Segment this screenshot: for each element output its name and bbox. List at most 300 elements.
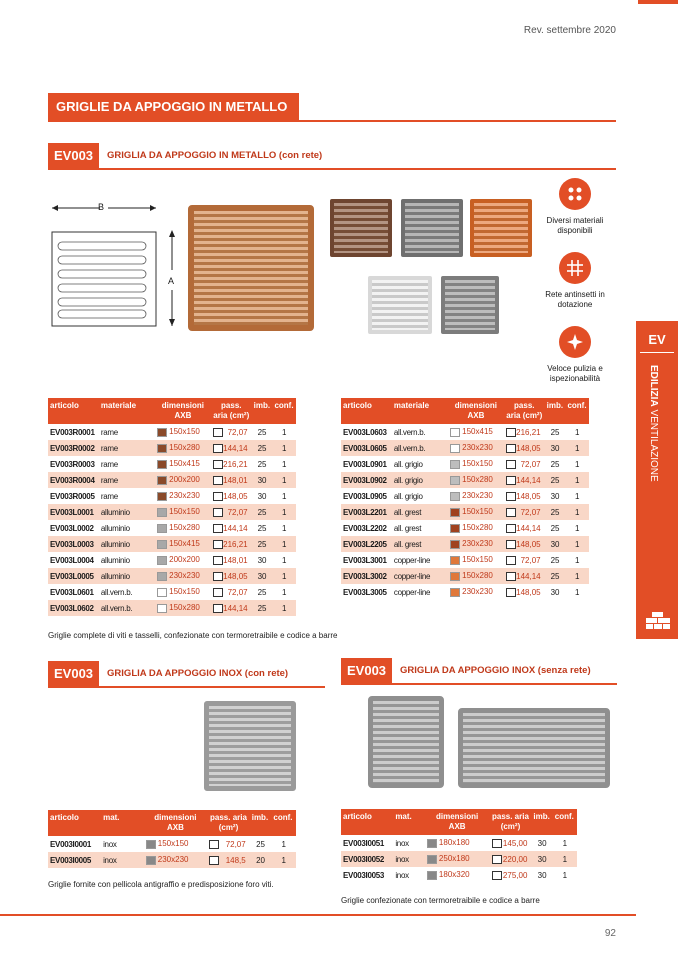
row-airflow xyxy=(211,472,252,488)
row-box-qty: 1 xyxy=(574,587,580,597)
row-dimensions xyxy=(448,440,504,456)
row-packaging: 25 xyxy=(252,440,273,456)
material-swatch xyxy=(450,524,460,533)
row-airflow xyxy=(207,836,249,852)
row-dimensions xyxy=(155,536,211,552)
table-row xyxy=(48,536,296,552)
col-conf: conf. xyxy=(553,809,577,835)
table-row xyxy=(48,456,296,472)
checkbox-icon xyxy=(506,524,516,533)
sidebar-code: EV xyxy=(648,332,666,347)
row-box-qty: 1 xyxy=(565,536,589,552)
checkbox-icon xyxy=(213,476,223,485)
material-swatch xyxy=(157,492,167,501)
row-dimension-value: 150x150 xyxy=(462,555,493,565)
grille-drawing-svg xyxy=(50,200,180,330)
col-pass: pass. aria (cm²) xyxy=(211,398,252,424)
dots-icon xyxy=(559,178,591,210)
row-airflow xyxy=(504,456,545,472)
row-packaging: 30 xyxy=(550,491,560,501)
row-airflow-value: 148,05 xyxy=(516,539,541,549)
row-box-qty: 1 xyxy=(562,870,568,880)
row-material: all. grigio xyxy=(393,491,423,501)
row-airflow xyxy=(211,552,252,568)
row-box-qty: 1 xyxy=(574,491,580,501)
product1-divider xyxy=(48,168,616,170)
rame-grille-photo xyxy=(330,199,392,257)
row-packaging: 30 xyxy=(545,536,566,552)
checkbox-icon xyxy=(492,855,502,864)
table-row xyxy=(48,440,296,456)
row-box-qty: 1 xyxy=(574,555,580,565)
row-box-qty: 1 xyxy=(272,472,296,488)
product3-table xyxy=(341,809,577,883)
row-dimensions xyxy=(425,867,490,883)
row-code: EV003L0605 xyxy=(341,440,392,456)
material-swatch xyxy=(157,508,167,517)
product3-note: Griglie confezionate con termoretraibile e codice a barre xyxy=(341,896,540,905)
row-material: alluminio xyxy=(99,536,155,552)
row-dimensions xyxy=(155,552,211,568)
product2-divider xyxy=(48,686,325,688)
table-row xyxy=(341,504,589,520)
checkbox-icon xyxy=(213,540,223,549)
row-airflow xyxy=(490,835,532,851)
checkbox-icon xyxy=(213,604,223,613)
technical-drawing xyxy=(50,200,180,330)
row-code: EV003I0001 xyxy=(50,839,92,849)
row-airflow-value: 144,14 xyxy=(516,475,541,485)
row-box-qty: 1 xyxy=(272,536,296,552)
row-code: EV003L0003 xyxy=(48,536,99,552)
row-packaging: 25 xyxy=(252,504,273,520)
material-swatch xyxy=(157,428,167,437)
inox-nomesh-rect-photo xyxy=(458,708,610,788)
row-material: rame xyxy=(100,491,118,501)
table-row xyxy=(48,504,296,520)
product1-code: EV003 xyxy=(48,143,99,168)
row-packaging: 25 xyxy=(252,600,273,616)
row-dimensions xyxy=(425,835,490,851)
row-material: all.vern.b. xyxy=(99,600,155,616)
row-material: copper-line xyxy=(392,568,448,584)
row-material: rame xyxy=(100,427,118,437)
row-code: EV003R0003 xyxy=(50,459,95,469)
row-airflow xyxy=(504,536,545,552)
row-dimensions xyxy=(448,424,504,440)
checkbox-icon xyxy=(492,871,502,880)
row-airflow-value: 148,05 xyxy=(516,587,541,597)
row-airflow-value: 72,07 xyxy=(227,587,248,597)
material-swatch xyxy=(450,492,460,501)
row-material: alluminio xyxy=(100,555,130,565)
row-code: EV003L2202 xyxy=(343,523,387,533)
row-material: alluminio xyxy=(99,504,155,520)
row-packaging: 30 xyxy=(252,472,273,488)
revision-label: Rev. settembre 2020 xyxy=(523,25,616,36)
checkbox-icon xyxy=(506,572,516,581)
table-row xyxy=(48,852,296,868)
col-imb: imb. xyxy=(250,810,272,836)
row-box-qty: 1 xyxy=(281,459,287,469)
row-packaging: 25 xyxy=(545,568,566,584)
checkbox-icon xyxy=(209,856,219,865)
row-material: all.vern.b. xyxy=(100,587,133,597)
row-dimension-value: 230x230 xyxy=(462,491,493,501)
checkbox-icon xyxy=(213,444,223,453)
row-dimensions xyxy=(448,536,504,552)
row-code: EV003L0002 xyxy=(50,523,94,533)
sidebar-divider xyxy=(640,352,674,353)
row-airflow xyxy=(211,568,252,584)
material-swatch xyxy=(450,428,460,437)
feature-cleaning-label: Veloce pulizia e ispezionabilità xyxy=(547,364,603,383)
material-swatch xyxy=(450,476,460,485)
material-swatch xyxy=(450,540,460,549)
sidebar-category-bold: EDILIZIA xyxy=(648,365,659,407)
row-code: EV003L2205 xyxy=(341,536,392,552)
row-packaging: 25 xyxy=(545,504,566,520)
row-airflow-value: 148,5 xyxy=(225,855,246,865)
row-dimensions xyxy=(448,584,504,600)
top-accent-bar xyxy=(638,0,678,4)
col-conf: conf. xyxy=(272,398,296,424)
product3-title: GRIGLIA DA APPOGGIO INOX (senza rete) xyxy=(400,665,591,676)
col-pass: pass. aria (cm²) xyxy=(490,809,532,835)
checkbox-icon xyxy=(506,444,516,453)
table-row xyxy=(48,584,296,600)
product2-title: GRIGLIA DA APPOGGIO INOX (con rete) xyxy=(107,668,289,679)
row-dimension-value: 150x280 xyxy=(462,475,493,485)
row-airflow xyxy=(504,488,545,504)
row-material: all. grest xyxy=(392,504,448,520)
col-materiale: materiale xyxy=(99,398,155,424)
row-airflow xyxy=(490,851,532,867)
row-airflow-value: 72,07 xyxy=(227,507,248,517)
col-materiale: materiale xyxy=(392,398,448,424)
row-dimension-value: 150x150 xyxy=(169,427,200,437)
inox-nomesh-square-photo xyxy=(368,696,444,788)
row-airflow xyxy=(207,852,249,868)
checkbox-icon xyxy=(209,840,219,849)
row-dimensions xyxy=(144,836,208,852)
row-airflow xyxy=(211,440,252,456)
table-row xyxy=(48,600,296,616)
table-row xyxy=(341,536,589,552)
row-airflow xyxy=(211,456,252,472)
col-dimensioni: dimensioni AXB xyxy=(448,398,504,424)
row-packaging: 25 xyxy=(550,555,560,565)
row-packaging: 25 xyxy=(550,523,560,533)
row-packaging: 20 xyxy=(250,852,272,868)
row-dimension-value: 250x180 xyxy=(438,854,470,864)
row-box-qty: 1 xyxy=(565,472,589,488)
feature-net-label: Rete antinsetti in dotazione xyxy=(545,290,605,309)
dimension-b-label: B xyxy=(98,202,105,212)
row-dimensions xyxy=(155,456,211,472)
material-swatch xyxy=(157,524,167,533)
col-articolo: articolo xyxy=(48,810,101,836)
row-dimension-value: 200x200 xyxy=(169,555,200,565)
row-material: inox xyxy=(395,838,409,848)
row-airflow-value: 148,01 xyxy=(223,475,248,485)
table-row xyxy=(341,835,577,851)
row-packaging: 25 xyxy=(257,459,267,469)
row-dimension-value: 150x415 xyxy=(169,539,200,549)
product2-note: Griglie fornite con pellicola antigraffio e predisposizione foro viti. xyxy=(48,880,274,889)
row-packaging: 25 xyxy=(257,587,267,597)
row-airflow-value: 216,21 xyxy=(223,539,248,549)
row-airflow-value: 72,07 xyxy=(520,459,541,469)
row-code: EV003L3001 xyxy=(343,555,387,565)
row-airflow-value: 148,05 xyxy=(516,443,541,453)
row-material: all. grigio xyxy=(392,472,448,488)
col-pass: pass. aria (cm²) xyxy=(504,398,545,424)
row-box-qty: 1 xyxy=(565,568,589,584)
row-dimension-value: 150x415 xyxy=(169,459,200,469)
bricks-icon xyxy=(646,612,670,635)
feature-materials xyxy=(530,178,620,236)
row-airflow-value: 144,14 xyxy=(223,443,248,453)
col-articolo: articolo xyxy=(48,398,99,424)
material-swatch xyxy=(157,444,167,453)
row-dimension-value: 150x280 xyxy=(462,523,493,533)
material-swatch xyxy=(427,871,437,880)
checkbox-icon xyxy=(213,572,223,581)
material-swatch xyxy=(157,540,167,549)
row-dimension-value: 150x280 xyxy=(169,603,200,613)
row-material: all. grest xyxy=(393,523,422,533)
row-code: EV003L0902 xyxy=(341,472,392,488)
row-dimensions xyxy=(448,552,504,568)
row-box-qty: 1 xyxy=(574,459,580,469)
row-box-qty: 1 xyxy=(562,838,568,848)
row-dimension-value: 180x320 xyxy=(438,870,470,880)
row-airflow xyxy=(211,424,252,440)
table-row xyxy=(341,456,589,472)
material-swatch xyxy=(450,556,460,565)
copper-grille-photo xyxy=(188,205,314,331)
row-code: EV003R0002 xyxy=(48,440,99,456)
inox-grille-photo xyxy=(204,701,296,791)
row-box-qty: 1 xyxy=(272,504,296,520)
checkbox-icon xyxy=(506,556,516,565)
copper-line-grille-photo xyxy=(470,199,532,257)
row-box-qty: 1 xyxy=(281,523,287,533)
row-packaging: 25 xyxy=(550,459,560,469)
product3-header xyxy=(341,658,617,685)
checkbox-icon xyxy=(492,839,502,848)
checkbox-icon xyxy=(506,508,516,517)
row-box-qty: 1 xyxy=(272,568,296,584)
row-airflow xyxy=(504,584,545,600)
table-row xyxy=(341,851,577,867)
row-dimension-value: 150x150 xyxy=(157,839,189,849)
row-airflow-value: 144,14 xyxy=(516,571,541,581)
col-dimensioni: dimensioni AXB xyxy=(155,398,211,424)
checkbox-icon xyxy=(213,556,223,565)
table-row xyxy=(48,552,296,568)
product2-header xyxy=(48,661,325,688)
row-box-qty: 1 xyxy=(281,587,287,597)
row-packaging: 30 xyxy=(257,491,267,501)
row-box-qty: 1 xyxy=(574,523,580,533)
product2-table xyxy=(48,810,296,868)
row-dimension-value: 150x280 xyxy=(169,523,200,533)
feature-net xyxy=(530,252,620,310)
row-box-qty: 1 xyxy=(565,504,589,520)
row-code: EV003R0004 xyxy=(48,472,99,488)
checkbox-icon xyxy=(506,492,516,501)
row-dimensions xyxy=(448,520,504,536)
grey-grille-photo xyxy=(441,276,499,334)
checkbox-icon xyxy=(506,476,516,485)
row-packaging: 30 xyxy=(537,870,547,880)
row-code: EV003I0053 xyxy=(343,870,385,880)
row-box-qty: 1 xyxy=(272,600,296,616)
table-row xyxy=(341,488,589,504)
product1-title: GRIGLIA DA APPOGGIO IN METALLO (con rete) xyxy=(107,150,323,161)
row-packaging: 30 xyxy=(537,838,547,848)
row-airflow xyxy=(211,600,252,616)
row-dimensions xyxy=(144,852,208,868)
row-box-qty: 1 xyxy=(281,555,287,565)
row-dimensions xyxy=(155,520,211,536)
row-dimensions xyxy=(155,504,211,520)
row-code: EV003L2201 xyxy=(341,504,392,520)
table-row xyxy=(341,867,577,883)
material-swatch xyxy=(146,840,156,849)
row-airflow-value: 72,07 xyxy=(520,555,541,565)
table-row xyxy=(48,568,296,584)
row-dimension-value: 150x280 xyxy=(169,443,200,453)
row-airflow-value: 72,07 xyxy=(227,427,248,437)
col-imb: imb. xyxy=(545,398,566,424)
table-row xyxy=(341,440,589,456)
col-materiale: mat. xyxy=(101,810,143,836)
feature-cleaning xyxy=(530,326,620,384)
row-dimensions xyxy=(155,568,211,584)
row-airflow-value: 144,14 xyxy=(516,523,541,533)
row-code: EV003R0001 xyxy=(50,427,95,437)
checkbox-icon xyxy=(213,460,223,469)
row-material: rame xyxy=(100,459,118,469)
row-code: EV003I0051 xyxy=(343,838,385,848)
row-airflow-value: 220,00 xyxy=(502,854,528,864)
row-material: rame xyxy=(99,472,155,488)
row-material: inox xyxy=(101,852,143,868)
row-dimension-value: 230x230 xyxy=(169,571,200,581)
row-dimensions xyxy=(155,440,211,456)
row-box-qty: 1 xyxy=(281,491,287,501)
row-packaging: 25 xyxy=(252,536,273,552)
row-dimension-value: 230x230 xyxy=(462,539,493,549)
product1-table-left xyxy=(48,398,296,616)
row-code: EV003I0005 xyxy=(48,852,101,868)
row-airflow-value: 148,01 xyxy=(223,555,248,565)
row-packaging: 25 xyxy=(545,472,566,488)
row-material: all. grest xyxy=(392,536,448,552)
row-material: copper-line xyxy=(393,587,431,597)
col-dimensioni: dimensioni AXB xyxy=(144,810,208,836)
row-code: EV003L3005 xyxy=(343,587,387,597)
row-airflow xyxy=(504,424,545,440)
row-material: inox xyxy=(395,870,409,880)
row-dimensions xyxy=(155,472,211,488)
material-swatch xyxy=(157,588,167,597)
row-dimensions xyxy=(155,600,211,616)
product3-code: EV003 xyxy=(341,658,392,683)
table-row xyxy=(341,520,589,536)
checkbox-icon xyxy=(506,428,516,437)
page-number: 92 xyxy=(604,928,616,939)
row-code: EV003L0905 xyxy=(343,491,387,501)
table-row xyxy=(341,584,589,600)
row-box-qty: 1 xyxy=(271,852,296,868)
row-dimension-value: 230x230 xyxy=(169,491,200,501)
row-box-qty: 1 xyxy=(553,851,577,867)
row-airflow-value: 144,14 xyxy=(223,523,248,533)
row-airflow-value: 72,07 xyxy=(225,839,246,849)
col-imb: imb. xyxy=(531,809,552,835)
row-dimension-value: 150x150 xyxy=(169,587,200,597)
row-code: EV003L0603 xyxy=(343,427,387,437)
material-swatch xyxy=(157,604,167,613)
row-airflow xyxy=(504,568,545,584)
row-dimension-value: 150x150 xyxy=(169,507,200,517)
material-swatch xyxy=(427,839,437,848)
row-airflow xyxy=(504,440,545,456)
row-dimensions xyxy=(155,488,211,504)
grid-icon xyxy=(559,252,591,284)
checkbox-icon xyxy=(213,492,223,501)
col-conf: conf. xyxy=(565,398,589,424)
row-dimension-value: 230x230 xyxy=(157,855,189,865)
row-material: rame xyxy=(99,440,155,456)
material-swatch xyxy=(157,556,167,565)
row-packaging: 25 xyxy=(257,427,267,437)
table-row xyxy=(341,568,589,584)
checkbox-icon xyxy=(506,540,516,549)
row-airflow-value: 144,14 xyxy=(223,603,248,613)
alluminio-grille-photo xyxy=(401,199,463,257)
table-row xyxy=(341,552,589,568)
material-swatch xyxy=(157,572,167,581)
product1-header xyxy=(48,143,616,170)
row-packaging: 25 xyxy=(550,427,560,437)
material-swatch xyxy=(146,856,156,865)
col-pass: pass. aria (cm²) xyxy=(207,810,249,836)
row-code: EV003L0004 xyxy=(50,555,94,565)
row-airflow-value: 72,07 xyxy=(520,507,541,517)
checkbox-icon xyxy=(213,588,223,597)
product1-note: Griglie complete di viti e tasselli, confezionate con termoretraibile e codice a barre xyxy=(48,631,338,640)
row-airflow xyxy=(504,552,545,568)
row-airflow xyxy=(211,504,252,520)
row-airflow-value: 148,05 xyxy=(516,491,541,501)
row-material: inox xyxy=(103,839,117,849)
row-packaging: 30 xyxy=(550,587,560,597)
row-airflow-value: 216,21 xyxy=(223,459,248,469)
col-articolo: articolo xyxy=(341,398,392,424)
row-code: EV003L0001 xyxy=(48,504,99,520)
checkbox-icon xyxy=(213,524,223,533)
row-packaging: 30 xyxy=(252,568,273,584)
table-row xyxy=(341,472,589,488)
table-row xyxy=(48,488,296,504)
row-packaging: 30 xyxy=(257,555,267,565)
checkbox-icon xyxy=(213,428,223,437)
